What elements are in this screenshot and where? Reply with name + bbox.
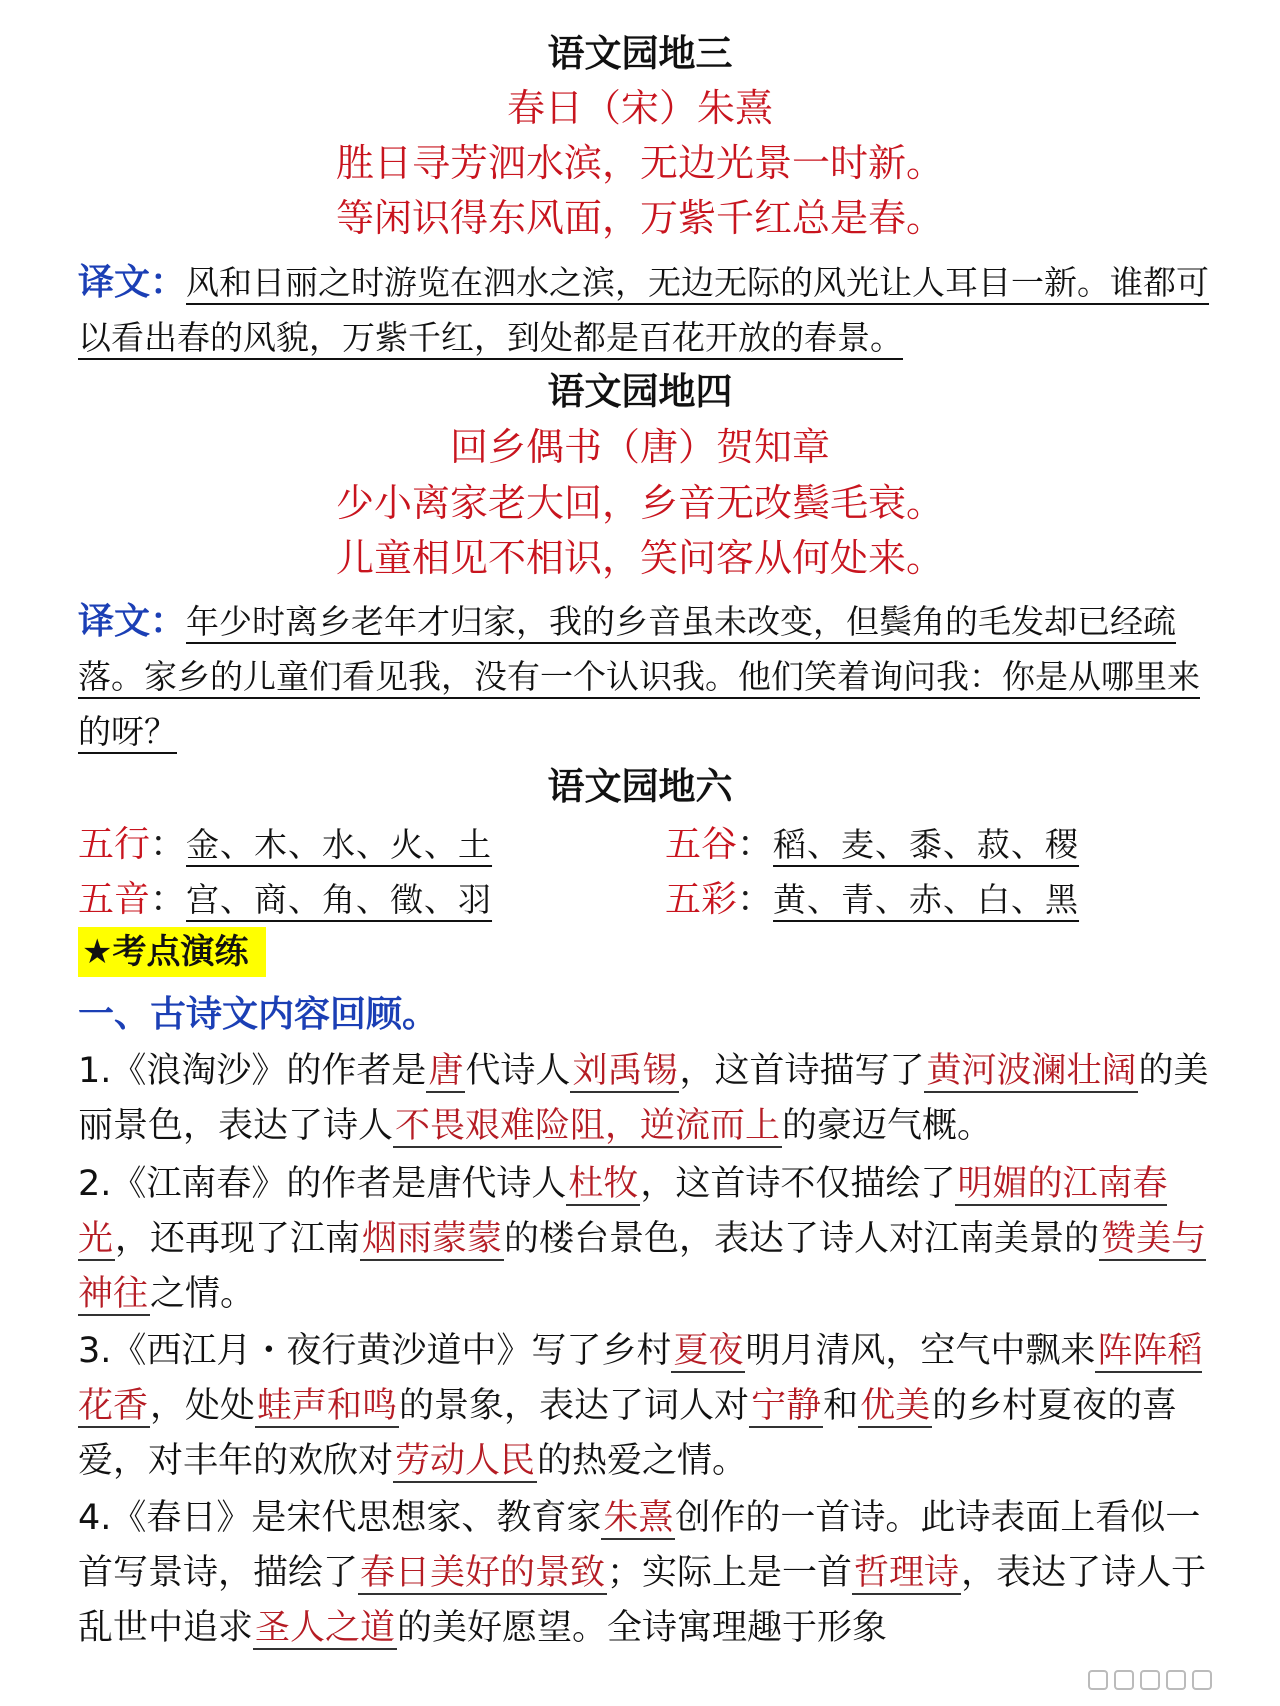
- question-text: 3.《西江月・夜行黄沙道中》写了乡村: [78, 1331, 672, 1371]
- answer-blank: 赞美与神往: [78, 1219, 1207, 1314]
- poem-line: 胜日寻芳泗水滨，无边光景一时新。: [335, 141, 944, 185]
- question-text: ，还再现了江南: [115, 1219, 361, 1259]
- question-3: [78, 1324, 1218, 1489]
- answer-blank: 唐: [428, 1051, 464, 1091]
- five-item-wucai: [665, 875, 1079, 925]
- platform-watermark: [1082, 1670, 1262, 1688]
- answer-blank: 优美: [860, 1386, 931, 1426]
- section-title-6: 语文园地六: [547, 765, 733, 808]
- watermark-icon: [1114, 1670, 1134, 1690]
- five-item-wuyin: [78, 875, 492, 925]
- question-text: 的楼台景色，表达了诗人对江南美景的: [504, 1219, 1100, 1259]
- five-label: 五音: [78, 879, 151, 920]
- question-text: ，这首诗描写了: [679, 1051, 925, 1091]
- answer-blank: 阵阵稻花香: [78, 1331, 1203, 1426]
- translation-text: 风和日丽之时游览在泗水之滨，无边无际的风光让人耳目一新。谁都可以看出春的风貌，万紫千红，到处都是百花开放的春景。: [78, 263, 1210, 357]
- five-value: 黄、青、赤、白、黑: [773, 880, 1080, 919]
- question-text: ，表达了诗人于乱世中追求: [78, 1553, 1207, 1648]
- question-text: 和: [823, 1386, 859, 1426]
- answer-blank: 烟雨蒙蒙: [362, 1219, 503, 1259]
- question-4: [78, 1491, 1218, 1656]
- five-label: 五谷: [665, 824, 738, 865]
- translation-label: 译文：: [78, 262, 187, 303]
- five-value: 金、木、水、火、土: [186, 825, 493, 864]
- question-text: 的景象，表达了词人对: [399, 1386, 750, 1426]
- answer-blank: 劳动人民: [395, 1441, 536, 1481]
- watermark-icon: [1088, 1670, 1108, 1690]
- question-2: [78, 1157, 1218, 1322]
- watermark-icon: [1192, 1670, 1212, 1690]
- poem-line: 等闲识得东风面，万紫千红总是春。: [335, 196, 944, 240]
- exercise-heading: 一、古诗文内容回顾。: [78, 994, 439, 1035]
- answer-blank: 不畏艰难险阻，逆流而上: [395, 1106, 781, 1146]
- poem-line: 少小离家老大回，乡音无改鬓毛衰。: [335, 481, 944, 525]
- translation-block-2: [78, 594, 1213, 759]
- poem-title-chunri: 春日（宋）朱熹: [506, 86, 773, 130]
- five-value: 宫、商、角、徵、羽: [186, 880, 493, 919]
- five-label: 五行: [78, 824, 151, 865]
- question-text: 之情。: [150, 1274, 256, 1314]
- translation-label: 译文：: [78, 601, 187, 642]
- answer-blank: 朱熹: [603, 1498, 674, 1538]
- watermark-icon: [1166, 1670, 1186, 1690]
- question-text: 4.《春日》是宋代思想家、教育家: [78, 1498, 602, 1538]
- five-label: 五彩: [665, 879, 738, 920]
- question-text: 的豪迈气概。: [782, 1106, 993, 1146]
- question-text: 的美好愿望。全诗寓理趣于形象: [397, 1608, 888, 1648]
- question-text: 1.《浪淘沙》的作者是: [78, 1051, 427, 1091]
- five-item-wugu: [665, 820, 1079, 870]
- poem-title-huixiang: 回乡偶书（唐）贺知章: [449, 425, 830, 469]
- section-title-4: 语文园地四: [547, 370, 733, 413]
- question-text: 的热爱之情。: [537, 1441, 748, 1481]
- answer-blank: 圣人之道: [255, 1608, 396, 1648]
- question-text: ；实际上是一首: [607, 1553, 853, 1593]
- watermark-icon: [1140, 1670, 1160, 1690]
- question-text: ，这首诗不仅描绘了: [640, 1164, 956, 1204]
- question-text: 的乡村夏夜的喜爱，对丰年的欢欣对: [78, 1386, 1178, 1481]
- question-1: [78, 1044, 1218, 1154]
- five-sep: ：: [737, 824, 774, 865]
- answer-blank: 明媚的江南春光: [78, 1164, 1168, 1259]
- five-item-wuxing: [78, 820, 492, 870]
- section-title-3: 语文园地三: [547, 32, 733, 75]
- question-text: 创作的一首诗。此诗表面上看似一首写景诗，描绘了: [78, 1498, 1201, 1593]
- answer-blank: 刘禹锡: [572, 1051, 678, 1091]
- five-sep: ：: [150, 879, 187, 920]
- translation-block-1: [78, 255, 1213, 365]
- translation-text: 年少时离乡老年才归家，我的乡音虽未改变，但鬓角的毛发却已经疏落。家乡的儿童们看见我，没有一个认识我。他们笑着询问我：你是从哪里来的呀？: [78, 602, 1200, 751]
- answer-blank: 哲理诗: [854, 1553, 960, 1593]
- question-text: ，处处: [150, 1386, 256, 1426]
- answer-blank: 黄河波澜壮阔: [926, 1051, 1137, 1091]
- exercise-badge: ★考点演练: [78, 927, 266, 977]
- five-sep: ：: [150, 824, 187, 865]
- answer-blank: 蛙声和鸣: [257, 1386, 398, 1426]
- five-value: 稻、麦、黍、菽、稷: [773, 825, 1080, 864]
- five-sep: ：: [737, 879, 774, 920]
- answer-blank: 杜牧: [568, 1164, 639, 1204]
- answer-blank: 夏夜: [673, 1331, 744, 1371]
- question-text: 2.《江南春》的作者是唐代诗人: [78, 1164, 567, 1204]
- answer-blank: 宁静: [751, 1386, 822, 1426]
- question-text: 的美丽景色，表达了诗人: [78, 1051, 1209, 1146]
- answer-blank: 春日美好的景致: [360, 1553, 606, 1593]
- question-text: 代诗人: [465, 1051, 571, 1091]
- question-text: 明月清风，空气中飘来: [745, 1331, 1096, 1371]
- poem-line: 儿童相见不相识，笑问客从何处来。: [335, 536, 944, 580]
